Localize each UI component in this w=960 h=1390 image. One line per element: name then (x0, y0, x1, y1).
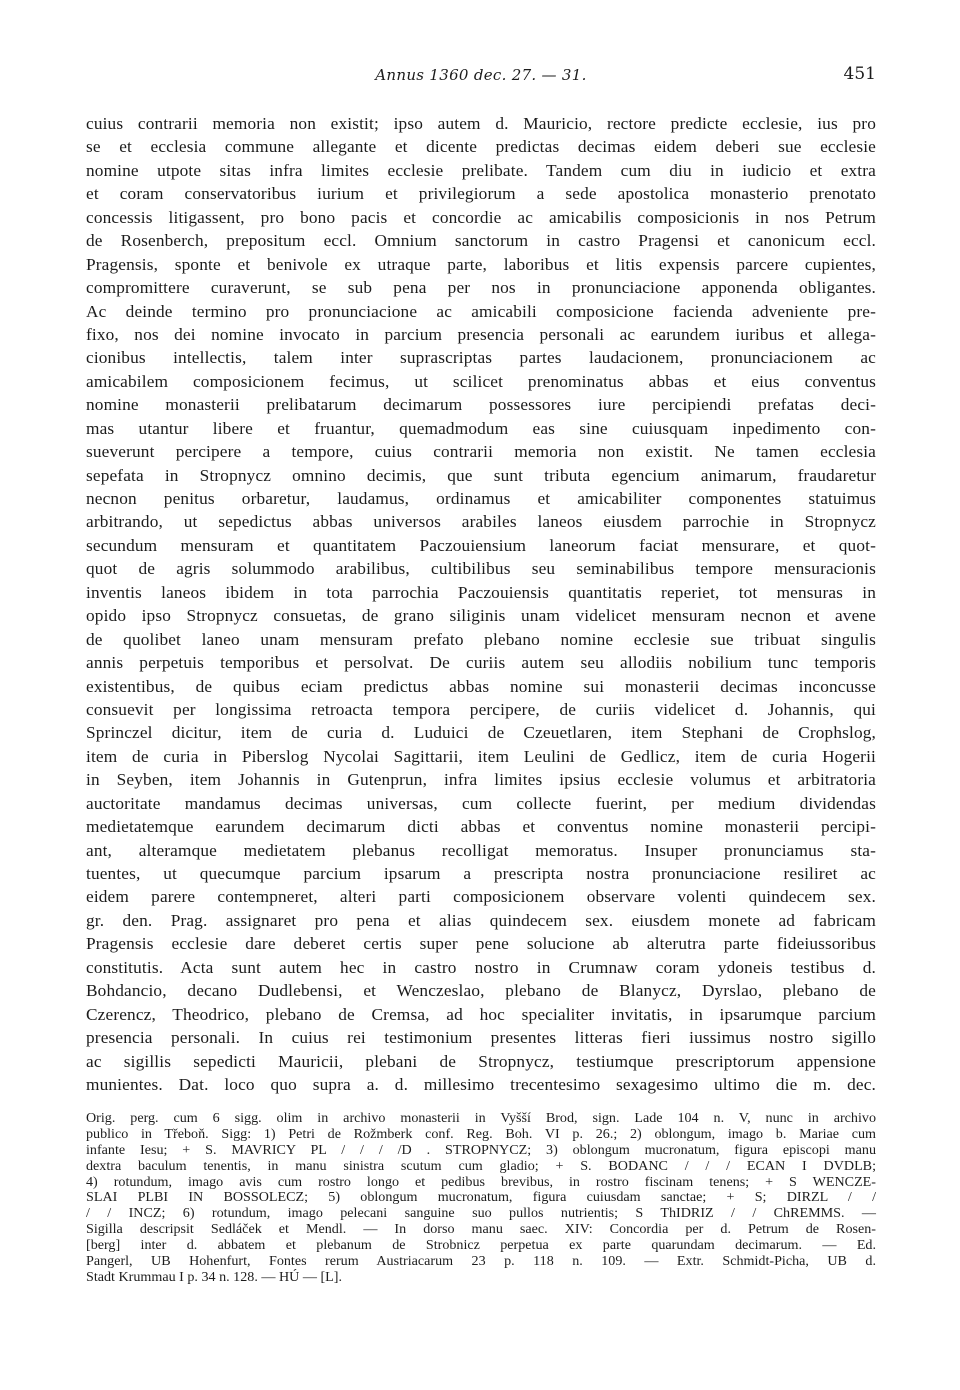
text-line: de quolibet laneo unam mensuram prefato plebano nomine ecclesie sue tribuat singulis (86, 629, 876, 649)
text-line: gr. den. Prag. assignaret pro pena et alias quindecem sex. eiusdem monete ad fabricam (86, 910, 876, 930)
text-line: inventis laneos ibidem in tota parrochia Paczouiensis quantitatis reperiet, tot mensuras in (86, 582, 876, 602)
note-line: dextra baculum tenentis, in manu sinistra scutum cum gladio; + S. BODANC / / / ECAN I DVDLB; (86, 1157, 876, 1174)
note-line: Stadt Krummau I p. 34 n. 128. — HÚ — [L]. (86, 1268, 343, 1285)
text-line: amicabilem composicionem fecimus, ut scilicet prenominatus abbas et eius conventus (86, 371, 876, 391)
text-line: nomine monasterii prelibatarum decimarum possessores iure percipiendi prefatas deci- (86, 395, 876, 415)
text-line: concessis litigassent, pro bono pacis et concordie ac amicabilis composicionis in nos Petrum (86, 207, 876, 227)
text-line: cuius contrarii memoria non existit; ipso autem d. Mauricio, rectore predicte ecclesie, ius pro (86, 114, 876, 133)
note-line: publico in Třeboň. Sigg: 1) Petri de Rožmberk conf. Reg. Boh. VI p. 26.; 2) oblongum, imago b. Mariae cum (86, 1125, 876, 1142)
note-line: infante Iesu; + S. MAVRICY PL / / / /D . STROPNYCZ; 3) oblongum mucronatum, figura episcopi manu (86, 1141, 876, 1158)
text-line: necnon penitus orbaretur, laudamus, ordinamus et amicabiliter componentes statuimus (86, 489, 876, 508)
note-line: Pangerl, UB Hohenfurt, Fontes rerum Austriacarum 23 p. 118 n. 109. — Extr. Schmidt-Picha, UB d. (86, 1253, 876, 1270)
text-line: medietatemque earundem decimarum dicti abbas et conventus nomine monasterii percipi- (86, 817, 876, 837)
text-line: constitutis. Acta sunt autem hec in castro nostro in Crumnaw coram ydoneis testibus d. (86, 957, 876, 977)
note-line: 4) rotundum, imago avis cum rostro longo et pedibus brevibus, in rostro fiscinam tenens; + S WENCZE- (86, 1173, 876, 1190)
text-line: ac sigillis sepedicti Mauricii, plebani de Stropnycz, testiumque prescriptorum appensione (86, 1051, 876, 1071)
text-line: se et ecclesia commune allegante et dicente predictas decimas eidem deberi sue ecclesie (86, 137, 876, 157)
text-line: munientes. Dat. loco quo supra a. d. millesimo trecentesimo sexagesimo ultimo die m. dec. (86, 1074, 876, 1094)
text-line: in Seyben, item Johannis in Gutenprun, infra limites ipsius ecclesie volumus et arbitratoria (86, 770, 876, 790)
text-line: sepefata in Stropnycz omnino decimis, que sunt tributa egencium animarum, fraudaretur (86, 465, 876, 485)
page-header (86, 66, 876, 90)
note-line: Orig. perg. cum 6 sigg. olim in archivo monasterii in Vyšší Brod, sign. Lade 104 n. V, nunc in archivo (86, 1110, 876, 1126)
charter-text (86, 112, 876, 1096)
text-line: presencia personali. In cuius rei testimonium presentes litteras fieri iussimus nostro sigillo (86, 1028, 876, 1048)
text-line: de Rosenberch, prepositum eccl. Omnium sanctorum in castro Pragensi et canonicum eccl. (86, 231, 876, 251)
text-line: Pragensis ecclesie dare deberet certis super pene solucione ab alterutra parte fideiussoribus (86, 934, 876, 954)
editorial-notes (86, 1111, 876, 1286)
text-line: Ac deinde termino pro pronunciacione ac amicabili composicione facienda adveniente pre- (86, 301, 876, 321)
text-line: item de curia in Piberslog Nycolai Sagittarii, item Leulini de Gedlicz, item de curia Hogerii (86, 746, 876, 766)
note-line: [berg] inter d. abbatem et plebanum de Strobnicz perpetua ex parte quarundam decimarum. — Ed. (86, 1237, 876, 1254)
text-line: cionibus intellectis, talem inter suprascriptas partes laudacionem, pronunciacionem ac (86, 348, 876, 368)
text-line: fixo, nos dei nomine invocato in parcium presencia personali ac earundem iuribus et allega- (86, 324, 876, 344)
text-line: auctoritate mandamus decimas universas, cum collecte fuerint, per medium dividendas (86, 793, 876, 813)
text-line: sueverunt percipere a tempore, cuius contrarii memoria non existit. Ne tamen ecclesia (86, 442, 876, 462)
running-title: Annus 1360 dec. 27. — 31. (375, 66, 587, 84)
text-line: et coram conservatoribus iurium et privilegiorum a sede apostolica monasterio prenotato (86, 184, 876, 204)
text-line: ant, alteramque medietatem plebanus recolligat memoratus. Insuper pronunciamus sta- (86, 840, 876, 860)
text-line: consuevit per longissima retroacta tempora percipere, de curiis videlicet d. Johannis, qui (86, 699, 876, 719)
text-line: arbitrando, ut sepedictus abbas universos arabiles laneos eiusdem parrochie in Stropnycz (86, 512, 876, 532)
note-line: Sigilla descripsit Sedláček et Mendl. — In dorso manu saec. XIV: Concordia per d. Petrum de Rosen- (86, 1221, 876, 1238)
text-line: Czerencz, Theodrico, plebano de Cremsa, ad hoc specialiter invitatis, in ipsarumque parcium (86, 1004, 876, 1024)
text-line: compromittere curaverunt, se sub pena per nos in pronunciacione apponenda obligantes. (86, 278, 876, 298)
text-line: mas utantur libere et fruantur, quemadmodum eas sine cuiusquam inpedimento con- (86, 418, 876, 438)
text-line: nomine utpote sitas infra limites ecclesie prelibate. Tandem cum diu in iudicio et extra (86, 160, 876, 180)
text-line: tuentes, ut quecumque parcium ipsarum a prescripta nostra pronunciacione resiliret ac (86, 864, 876, 883)
text-line: quot de agris solummodo arabilibus, cultibilibus seu seminabilibus tempore mensuracionis (86, 559, 876, 579)
text-line: Pragensis, sponte et benivole ex utraque parte, laboribus et litis expensis parcere cupientes, (86, 254, 876, 274)
text-line: eidem parere contempneret, alteri parti composicionem observare volenti quindecem sex. (86, 887, 876, 907)
page-number: 451 (843, 64, 876, 84)
text-line: secundum mensuram et quantitatem Paczouiensium laneorum faciat mensurare, et quot- (86, 535, 876, 555)
text-line: Sprinczel dicitur, item de curia d. Luduici de Czeuetlaren, item Stephani de Crophslog, (86, 723, 876, 743)
text-line: existentibus, de quibus eciam predictus abbas nomine sui monasterii decimas inconcusse (86, 676, 876, 696)
note-line: SLAI PLBI IN BOSSOLECZ; 5) oblongum mucronatum, figura cuiusdam sanctae; + S; DIRZL / / (86, 1189, 876, 1206)
text-line: annis perpetuis temporibus et persolvat. De curiis autem seu allodiis nobilium tunc temporis (86, 653, 876, 673)
text-line: Bohdancio, decano Dudlebensi, et Wenczeslao, plebano de Blanycz, Dyrslao, plebano de (86, 981, 876, 1001)
note-line: / / INCZ; 6) rotundum, imago pelecani sanguine suo pullos nutrientis; S ThIDRIZ / / ChREMMS. — (86, 1205, 876, 1222)
text-line: opido ipso Stropnycz consuetas, de grano siliginis unam videlicet mensuram necnon et avene (86, 606, 876, 626)
